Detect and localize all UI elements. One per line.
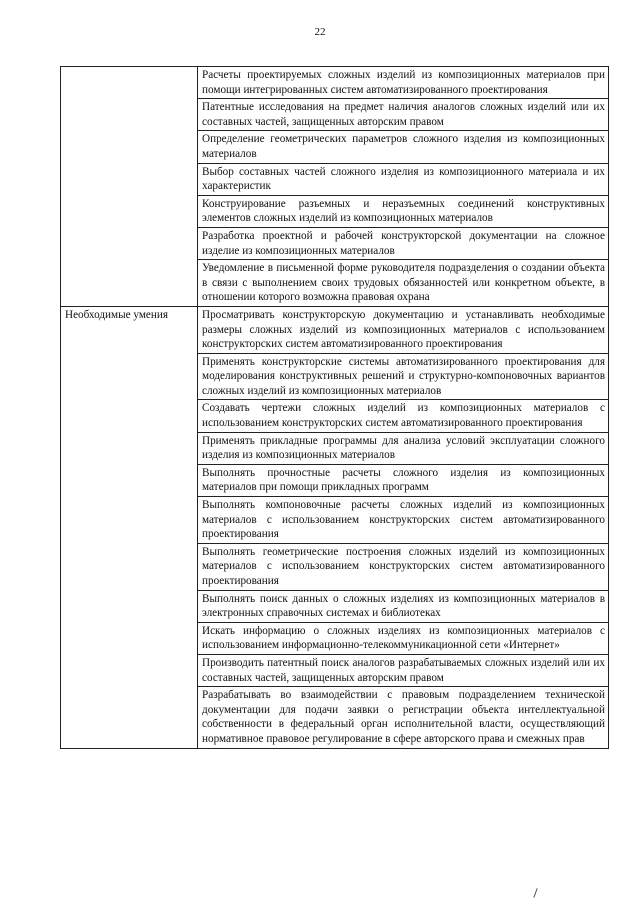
section-label-required-skills: Необходимые умения [61,306,198,748]
table-row [61,67,609,99]
table-cell-item: Выполнять геометрические построения сложных изделий из композиционных материалов с использованием конструкторских систем автоматизированного проектирования [198,543,609,590]
page-number: 22 [314,26,326,38]
table-cell-item: Определение геометрических параметров сложного изделия из композиционных материалов [198,131,609,163]
table-cell-item: Искать информацию о сложных изделиях из композиционных материалов с использованием информационно-телекоммуникационной сети «Интернет» [198,622,609,654]
requirements-table [60,66,609,749]
table-cell-item: Производить патентный поиск аналогов разрабатываемых сложных изделий или их составных частей, защищенных авторским правом [198,654,609,686]
table-cell-item: Патентные исследования на предмет наличия аналогов сложных изделий или их составных частей, защищенных авторским правом [198,99,609,131]
table-cell-item: Уведомление в письменной форме руководителя подразделения о создании объекта в связи с выполнением своих трудовых обязанностей или конкретном объекте, в отношении которого возможна правовая охрана [198,260,609,307]
section-label-empty [61,67,198,307]
table-cell-item: Расчеты проектируемых сложных изделий из композиционных материалов при помощи интегрированных систем автоматизированного проектирования [198,67,609,99]
table-cell-item: Выполнять компоновочные расчеты сложных изделий из композиционных материалов с использованием конструкторских систем автоматизированного проектирования [198,497,609,544]
table-cell-item: Применять конструкторские системы автоматизированного проектирования для моделирования конструктивных решений и структурно-компоновочных вариантов сложных изделий из композиционных материалов [198,353,609,400]
table-cell-item: Разрабатывать во взаимодействии с правовым подразделением технической документации для подачи заявки о регистрации объекта интеллектуальной собственности в федеральный орган исполнительной власти, осуществляющий нормативное правовое регулирование в сфере авторского права и смежных прав [198,687,609,748]
table-cell-item: Конструирование разъемных и неразъемных соединений конструктивных элементов сложных изделий из композиционных материалов [198,195,609,227]
table-cell-item: Разработка проектной и рабочей конструкторской документации на сложное изделие из композиционных материалов [198,227,609,259]
table-cell-item: Просматривать конструкторскую документацию и устанавливать необходимые размеры сложных изделий из композиционных материалов с использованием конструкторских систем автоматизированного проектирования [198,306,609,353]
table-cell-item: Выполнять поиск данных о сложных изделиях из композиционных материалов в электронных справочных системах и библиотеках [198,590,609,622]
table-cell-item: Выполнять прочностные расчеты сложного изделия из композиционных материалов при помощи прикладных программ [198,464,609,496]
table-row [61,306,609,353]
scan-mark [533,888,537,898]
table-body [61,67,609,749]
table-cell-item: Применять прикладные программы для анализа условий эксплуатации сложного изделия из композиционных материалов [198,432,609,464]
table-cell-item: Создавать чертежи сложных изделий из композиционных материалов с использованием конструкторских систем автоматизированного проектирования [198,400,609,432]
table-cell-item: Выбор составных частей сложного изделия из композиционного материала и их характеристик [198,163,609,195]
